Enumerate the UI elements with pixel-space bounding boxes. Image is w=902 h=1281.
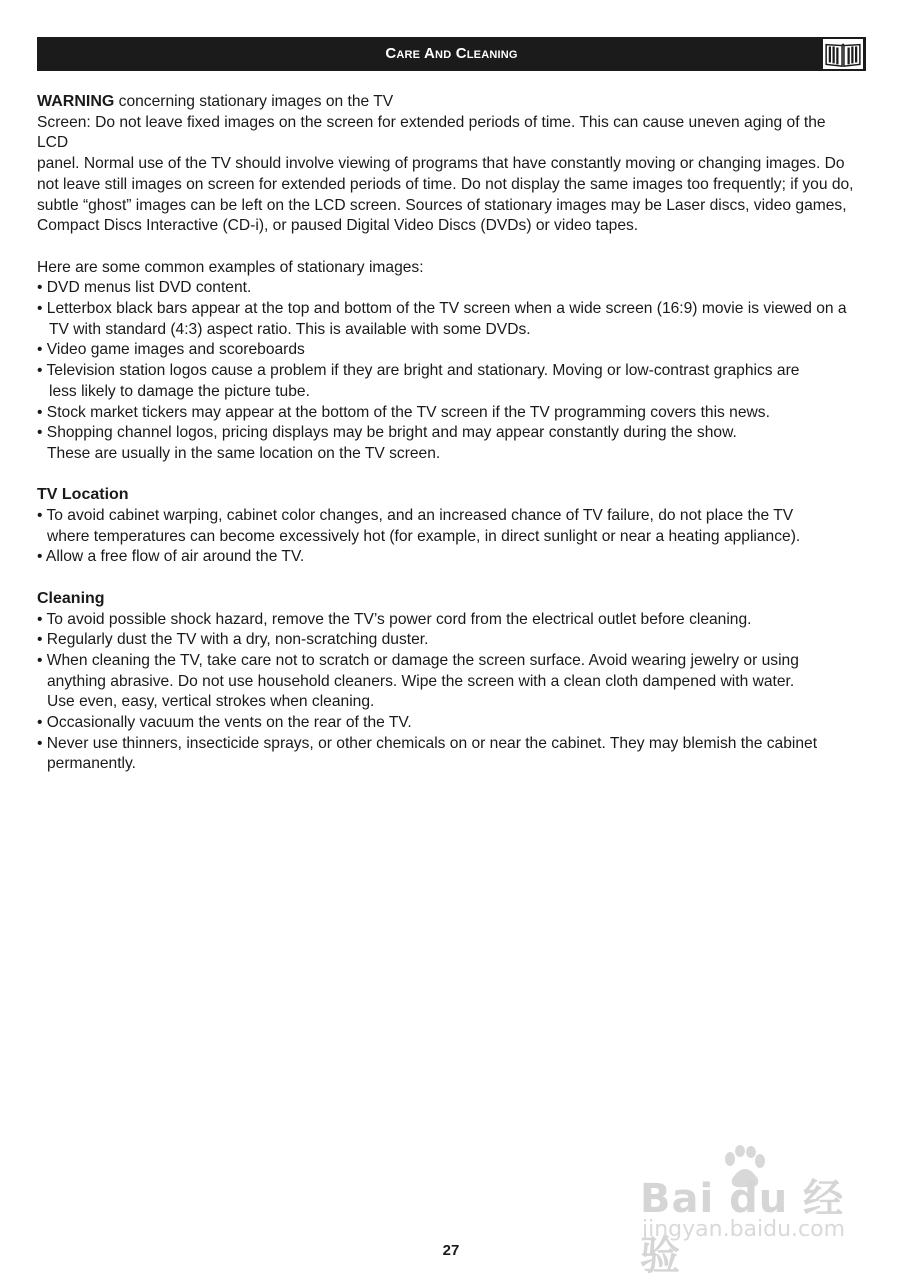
cleaning-bullet: • Occasionally vacuum the vents on the rear of the TV. (37, 714, 412, 732)
cleaning-bullet: • Regularly dust the TV with a dry, non-scratching duster. (37, 631, 429, 649)
cleaning-bullet-continuation: permanently. (47, 755, 136, 773)
document-body (37, 92, 859, 775)
location-bullet: • To avoid cabinet warping, cabinet color changes, and an increased chance of TV failure, do not place the TV (37, 507, 794, 525)
examples-bullet-continuation: These are usually in the same location on the TV screen. (47, 444, 441, 462)
warning-title (37, 92, 859, 113)
section-header-bar (37, 37, 866, 71)
cleaning-bullet: • To avoid possible shock hazard, remove the TV’s power cord from the electrical outlet before cleaning. (37, 610, 752, 628)
examples-bullet-continuation: less likely to damage the picture tube. (49, 382, 310, 400)
examples-intro: Here are some common examples of stationary images: (37, 258, 424, 276)
section-title: Care And Cleaning (385, 45, 518, 62)
examples-bullet: • Shopping channel logos, pricing displays may be bright and may appear constantly during the show. (37, 424, 737, 442)
tv-location-heading: TV Location (37, 486, 129, 504)
warning-line: not leave still images on screen for extended periods of time. Do not display the same images too frequently; if you do, (37, 175, 854, 193)
book-icon (822, 38, 864, 70)
paragraph-gap (37, 465, 859, 486)
paragraph-gap (37, 237, 859, 258)
cleaning-bullet-continuation: anything abrasive. Do not use household cleaners. Wipe the screen with a clean cloth dampened with water. (47, 672, 795, 690)
watermark-url: jingyan.baidu.com (642, 1217, 846, 1242)
book-icon-graphic (823, 39, 863, 69)
examples-bullet: • Stock market tickers may appear at the bottom of the TV screen if the TV programming covers this news. (37, 403, 770, 421)
examples-bullet: • DVD menus list DVD content. (37, 279, 252, 297)
examples-bullet: • Letterbox black bars appear at the top and bottom of the TV screen when a wide screen (16:9) movie is viewed on a (37, 300, 847, 318)
baidu-watermark (640, 1145, 855, 1279)
warning-line: subtle “ghost” images can be left on the LCD screen. Sources of stationary images may be Laser discs, video games, (37, 196, 847, 214)
page-number: 27 (442, 1242, 460, 1259)
cleaning-heading: Cleaning (37, 589, 105, 607)
warning-line: Compact Discs Interactive (CD-i), or paused Digital Video Discs (DVDs) or video tapes. (37, 217, 639, 235)
warning-line: Screen: Do not leave fixed images on the screen for extended periods of time. This can cause uneven aging of the LCD (37, 113, 826, 152)
watermark-logo: Bai du 经验 (640, 1176, 845, 1279)
warning-title-rest: concerning stationary images on the TV (114, 93, 394, 110)
examples-bullet: • Television station logos cause a problem if they are bright and stationary. Moving or low-contrast graphics are (37, 362, 800, 380)
examples-bullet-continuation: TV with standard (4:3) aspect ratio. This is available with some DVDs. (49, 320, 531, 338)
cleaning-bullet: • Never use thinners, insecticide sprays, or other chemicals on or near the cabinet. They may blemish the cabinet (37, 734, 818, 752)
cleaning-bullet: • When cleaning the TV, take care not to scratch or damage the screen surface. Avoid wearing jewelry or using (37, 651, 799, 669)
examples-bullet: • Video game images and scoreboards (37, 341, 305, 359)
location-bullet: • Allow a free flow of air around the TV. (37, 548, 305, 566)
paragraph-gap (37, 568, 859, 589)
warning-line: panel. Normal use of the TV should involve viewing of programs that have constantly moving or changing images. Do (37, 155, 845, 173)
location-bullet-continuation: where temperatures can become excessively hot (for example, in direct sunlight or near a heating appliance). (47, 527, 801, 545)
cleaning-bullet-continuation: Use even, easy, vertical strokes when cleaning. (47, 693, 375, 711)
warning-label: WARNING (37, 93, 115, 110)
